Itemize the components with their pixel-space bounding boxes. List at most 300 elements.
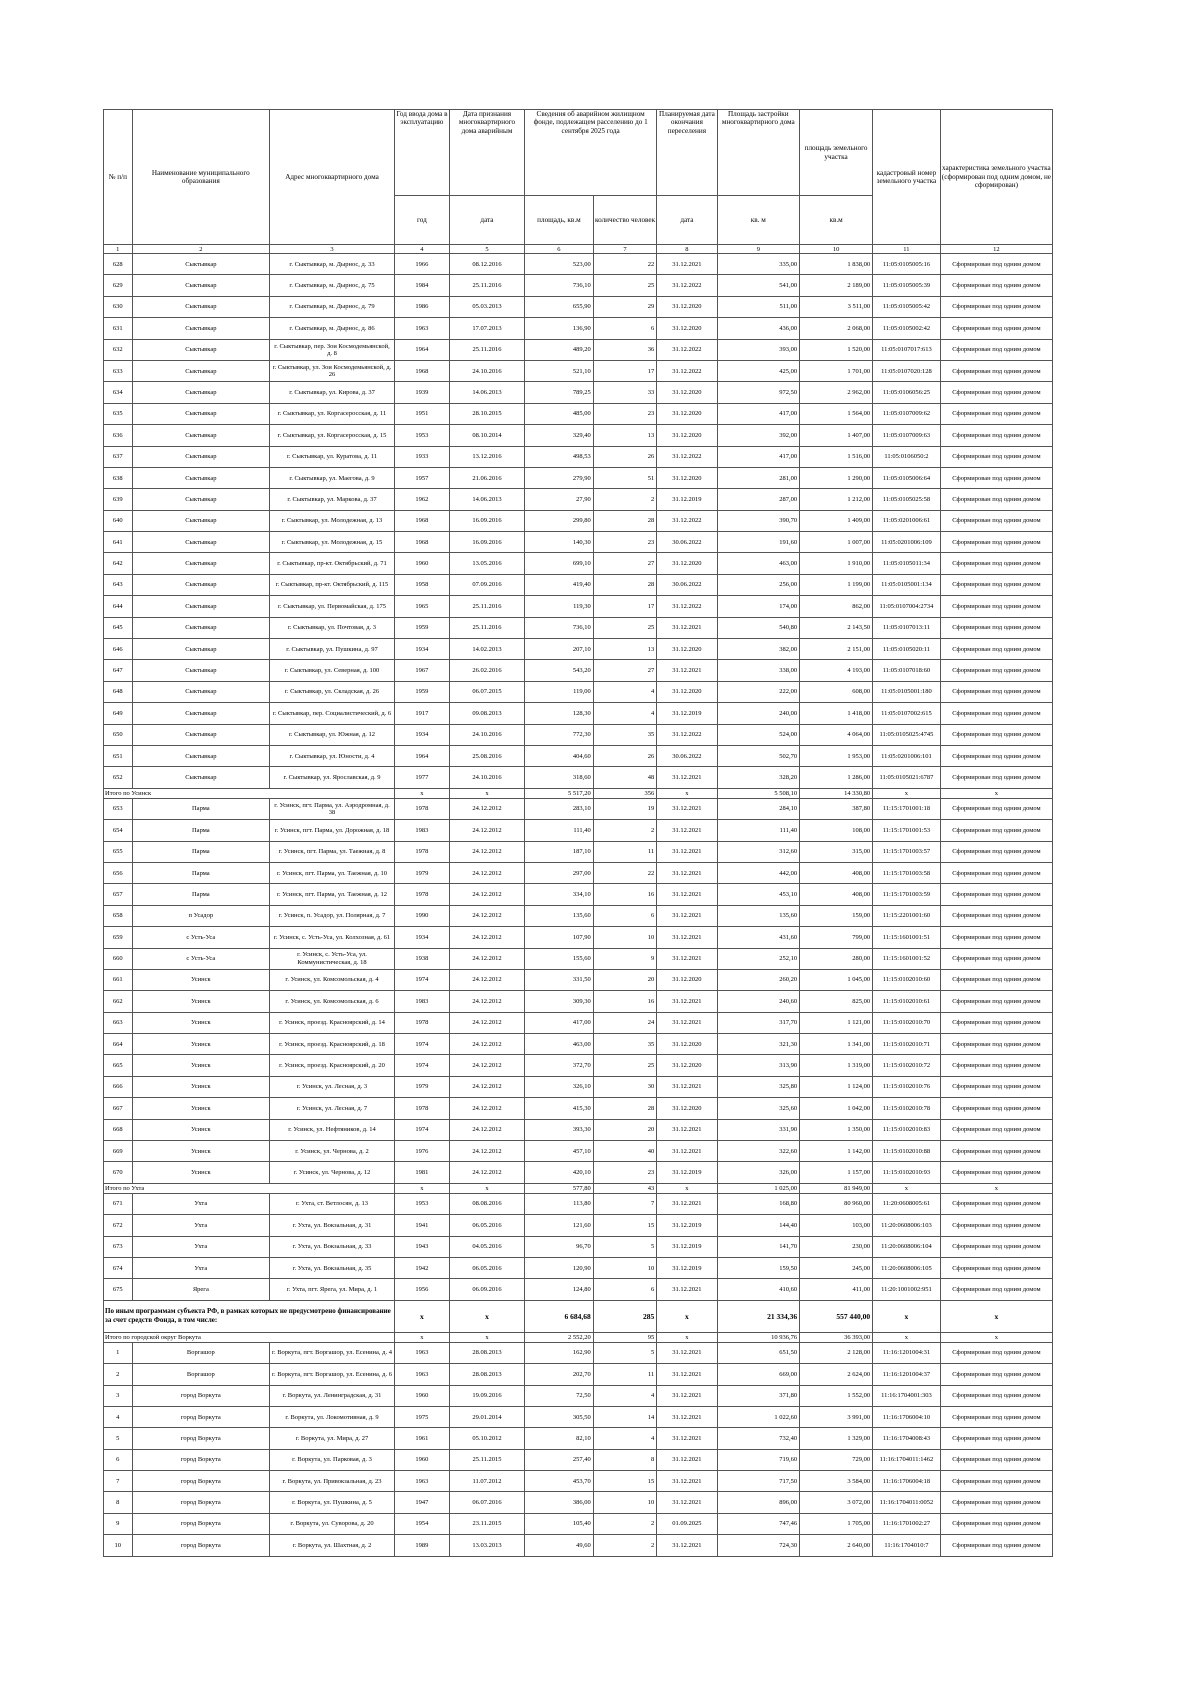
date-cell: 24.12.2012 [449, 969, 524, 990]
people-cell: 14 [593, 1406, 656, 1427]
row-number: 632 [104, 339, 133, 360]
cadastral-cell: х [873, 1300, 941, 1332]
building-area-cell: 651,50 [717, 1342, 800, 1363]
people-cell: 25 [593, 617, 656, 638]
subtotal-label: Итого по городской округ Воркута [104, 1332, 395, 1342]
row-number: 667 [104, 1098, 133, 1119]
people-cell: 28 [593, 510, 656, 531]
year-cell: 1933 [394, 446, 449, 467]
plan-date-cell: 31.12.2021 [657, 1385, 717, 1406]
municipality-cell: Парма [132, 820, 270, 841]
municipality-cell: Сыктывкар [132, 489, 270, 510]
table-row [104, 553, 1053, 574]
plan-date-cell: 31.12.2022 [657, 724, 717, 745]
table-row [104, 841, 1053, 862]
date-cell: 25.11.2015 [449, 1449, 524, 1470]
characteristic-cell: Сформирован под одним домом [940, 596, 1052, 617]
cadastral-cell: 11:05:0105011:34 [873, 553, 941, 574]
cadastral-cell: 11:15:0102010:88 [873, 1141, 941, 1162]
address-cell: г. Воркута, ул. Привокзальная, д. 23 [270, 1471, 395, 1492]
year-cell: 1959 [394, 681, 449, 702]
plan-date-cell: 31.12.2021 [657, 617, 717, 638]
table-row [104, 446, 1053, 467]
area-cell: 202,70 [525, 1364, 594, 1385]
municipality-cell: Сыктывкар [132, 767, 270, 788]
date-cell: 24.12.2012 [449, 862, 524, 883]
characteristic-cell: Сформирован под одним домом [940, 510, 1052, 531]
people-cell: 5 [593, 1342, 656, 1363]
land-area-cell: 825,00 [800, 991, 873, 1012]
characteristic-cell: Сформирован под одним домом [940, 275, 1052, 296]
cadastral-cell: 11:05:0106056:25 [873, 382, 941, 403]
plan-date-cell: 30.06.2022 [657, 532, 717, 553]
row-number: 658 [104, 905, 133, 926]
row-number: 631 [104, 318, 133, 339]
year-cell: 1965 [394, 596, 449, 617]
date-cell: 09.08.2013 [449, 703, 524, 724]
plan-date-cell: 31.12.2021 [657, 820, 717, 841]
housing-table [103, 109, 1053, 1557]
date-cell: 06.07.2016 [449, 1492, 524, 1513]
building-area-cell: 256,00 [717, 574, 800, 595]
table-row [104, 1279, 1053, 1300]
date-cell: 24.12.2012 [449, 841, 524, 862]
cadastral-cell: 11:05:0105002:42 [873, 318, 941, 339]
header-cadastral: кадастровый номер земельного участка [873, 110, 941, 245]
land-area-cell: 1 838,00 [800, 254, 873, 275]
area-cell: 82,10 [525, 1428, 594, 1449]
building-area-cell: 393,00 [717, 339, 800, 360]
municipality-cell: Воргашор [132, 1364, 270, 1385]
characteristic-cell: х [940, 1183, 1052, 1193]
land-area-cell: 14 330,80 [800, 788, 873, 798]
col-number: 2 [132, 245, 270, 254]
land-area-cell: 411,00 [800, 1279, 873, 1300]
building-area-cell: 390,70 [717, 510, 800, 531]
area-cell: 417,00 [525, 1012, 594, 1033]
land-area-cell: 1 042,00 [800, 1098, 873, 1119]
header-num: № п/п [104, 110, 133, 245]
plan-date-cell: 31.12.2019 [657, 1236, 717, 1257]
address-cell: г. Сыктывкар, ул. Маркова, д. 37 [270, 489, 395, 510]
cadastral-cell: 11:16:1201004:37 [873, 1364, 941, 1385]
date-cell: 13.12.2016 [449, 446, 524, 467]
characteristic-cell: Сформирован под одним домом [940, 820, 1052, 841]
land-area-cell: 1 418,00 [800, 703, 873, 724]
subtotal-row [104, 1183, 1053, 1193]
area-cell: 523,00 [525, 254, 594, 275]
row-number: 647 [104, 660, 133, 681]
date-cell: 05.10.2012 [449, 1428, 524, 1449]
people-cell: 22 [593, 862, 656, 883]
municipality-cell: Сыктывкар [132, 403, 270, 424]
year-cell: 1974 [394, 1034, 449, 1055]
year-cell: 1978 [394, 798, 449, 819]
area-cell: 457,10 [525, 1141, 594, 1162]
row-number: 674 [104, 1257, 133, 1278]
municipality-cell: Усинск [132, 1012, 270, 1033]
building-area-cell: 5 508,10 [717, 788, 800, 798]
cadastral-cell: 11:05:0105025:58 [873, 489, 941, 510]
plan-date-cell: 31.12.2021 [657, 660, 717, 681]
year-cell: 1961 [394, 1428, 449, 1449]
municipality-cell: Ухта [132, 1257, 270, 1278]
characteristic-cell: х [940, 788, 1052, 798]
area-cell: 113,80 [525, 1193, 594, 1214]
cadastral-cell: 11:15:0102010:71 [873, 1034, 941, 1055]
municipality-cell: Сыктывкар [132, 724, 270, 745]
col-number: 1 [104, 245, 133, 254]
cadastral-cell: 11:05:0201006:109 [873, 532, 941, 553]
building-area-cell: 502,70 [717, 745, 800, 766]
land-area-cell: 1 286,00 [800, 767, 873, 788]
date-cell: 24.12.2012 [449, 1076, 524, 1097]
municipality-cell: Парма [132, 884, 270, 905]
characteristic-cell: Сформирован под одним домом [940, 1141, 1052, 1162]
land-area-cell: 3 511,00 [800, 296, 873, 317]
year-cell: 1938 [394, 948, 449, 969]
address-cell: г. Воркута, ул. Суворова, д. 20 [270, 1513, 395, 1534]
date-cell: 24.12.2012 [449, 927, 524, 948]
people-cell: 11 [593, 1364, 656, 1385]
municipality-cell: Воргашор [132, 1342, 270, 1363]
cadastral-cell: 11:05:0107004:2734 [873, 596, 941, 617]
table-row [104, 1449, 1053, 1470]
cadastral-cell: 11:15:1701001:18 [873, 798, 941, 819]
characteristic-cell: Сформирован под одним домом [940, 969, 1052, 990]
header-area: Площадь застройки многоквартирного дома [717, 110, 800, 196]
address-cell: г. Сыктывкар, ул. Первомайская, д. 175 [270, 596, 395, 617]
col-number: 9 [717, 245, 800, 254]
address-cell: г. Сыктывкар, ул. Пушкина, д. 97 [270, 639, 395, 660]
plan-date-cell: 31.12.2019 [657, 1215, 717, 1236]
date-cell: 24.12.2012 [449, 1055, 524, 1076]
cadastral-cell: 11:16:1704011:1462 [873, 1449, 941, 1470]
area-cell: 485,00 [525, 403, 594, 424]
row-number: 5 [104, 1428, 133, 1449]
plan-date-cell: 31.12.2019 [657, 489, 717, 510]
date-cell: 23.11.2015 [449, 1513, 524, 1534]
building-area-cell: 431,60 [717, 927, 800, 948]
area-cell: 655,90 [525, 296, 594, 317]
municipality-cell: Сыктывкар [132, 639, 270, 660]
date-cell: 16.09.2016 [449, 532, 524, 553]
area-cell: 299,80 [525, 510, 594, 531]
municipality-cell: город Воркута [132, 1385, 270, 1406]
year-cell: 1963 [394, 1364, 449, 1385]
table-row [104, 639, 1053, 660]
cadastral-cell: 11:05:0105001:180 [873, 681, 941, 702]
row-number: 10 [104, 1535, 133, 1556]
cadastral-cell: 11:16:1704001:303 [873, 1385, 941, 1406]
year-cell: 1975 [394, 1406, 449, 1427]
address-cell: г. Воркута, ул. Пушкина, д. 5 [270, 1492, 395, 1513]
area-cell: 120,90 [525, 1257, 594, 1278]
plan-date-cell: 31.12.2021 [657, 927, 717, 948]
col-number: 3 [270, 245, 395, 254]
cadastral-cell: 11:05:0105021:6787 [873, 767, 941, 788]
area-cell: 136,90 [525, 318, 594, 339]
area-cell: 279,90 [525, 467, 594, 488]
cadastral-cell: 11:15:0102010:61 [873, 991, 941, 1012]
area-cell: 207,10 [525, 639, 594, 660]
subtotal-row [104, 1332, 1053, 1342]
address-cell: г. Усинск, проезд. Красноярский, д. 20 [270, 1055, 395, 1076]
people-cell: 13 [593, 639, 656, 660]
plan-date-cell: 31.12.2021 [657, 991, 717, 1012]
group-total-label: По иным программам субъекта РФ, в рамках которых не предусмотрено финансирование за счет средств Фонда, в том числе: [104, 1300, 395, 1332]
municipality-cell: Сыктывкар [132, 510, 270, 531]
year-cell: 1960 [394, 1449, 449, 1470]
row-number: 665 [104, 1055, 133, 1076]
characteristic-cell: Сформирован под одним домом [940, 1342, 1052, 1363]
characteristic-cell: Сформирован под одним домом [940, 1513, 1052, 1534]
people-cell: 25 [593, 275, 656, 296]
characteristic-cell: Сформирован под одним домом [940, 1215, 1052, 1236]
land-area-cell: 108,00 [800, 820, 873, 841]
land-area-cell: 1 520,00 [800, 339, 873, 360]
plan-date-cell: 31.12.2019 [657, 1162, 717, 1183]
table-row [104, 617, 1053, 638]
land-area-cell: 81 949,00 [800, 1183, 873, 1193]
land-area-cell: 1 121,00 [800, 1012, 873, 1033]
people-cell: 26 [593, 446, 656, 467]
area-cell: 111,40 [525, 820, 594, 841]
plan-date-cell: 31.12.2022 [657, 596, 717, 617]
date-cell: 05.03.2013 [449, 296, 524, 317]
row-number: 1 [104, 1342, 133, 1363]
table-row [104, 1034, 1053, 1055]
table-row [104, 1257, 1053, 1278]
date-cell: 24.10.2016 [449, 724, 524, 745]
sub-people: количество человек [593, 196, 656, 245]
cadastral-cell: 11:05:0105020:11 [873, 639, 941, 660]
table-row [104, 660, 1053, 681]
row-number: 636 [104, 425, 133, 446]
people-cell: 23 [593, 403, 656, 424]
building-area-cell: 313,90 [717, 1055, 800, 1076]
municipality-cell: Усинск [132, 1098, 270, 1119]
people-cell: 10 [593, 1492, 656, 1513]
table-row [104, 574, 1053, 595]
cadastral-cell: 11:15:0102010:70 [873, 1012, 941, 1033]
address-cell: г. Усинск, ул. Лесная, д. 3 [270, 1076, 395, 1097]
table-row [104, 1236, 1053, 1257]
year-cell: 1964 [394, 339, 449, 360]
land-area-cell: 159,00 [800, 905, 873, 926]
people-cell: 2 [593, 1535, 656, 1556]
address-cell: г. Сыктывкар, ул. Коргасеросская, д. 15 [270, 425, 395, 446]
date-cell: 21.06.2016 [449, 467, 524, 488]
municipality-cell: Сыктывкар [132, 617, 270, 638]
characteristic-cell: Сформирован под одним домом [940, 927, 1052, 948]
cadastral-cell: 11:15:1701003:57 [873, 841, 941, 862]
table-row [104, 296, 1053, 317]
year-cell: 1963 [394, 1471, 449, 1492]
characteristic-cell: Сформирован под одним домом [940, 1279, 1052, 1300]
date-cell: 25.08.2016 [449, 745, 524, 766]
people-cell: 28 [593, 574, 656, 595]
building-area-cell: 331,90 [717, 1119, 800, 1140]
people-cell: 29 [593, 296, 656, 317]
building-area-cell: 240,00 [717, 703, 800, 724]
area-cell: 404,60 [525, 745, 594, 766]
cadastral-cell: 11:16:1706004:18 [873, 1471, 941, 1492]
building-area-cell: 338,00 [717, 660, 800, 681]
land-area-cell: 408,00 [800, 884, 873, 905]
plan-date-cell: 31.12.2021 [657, 1193, 717, 1214]
land-area-cell: 1 407,00 [800, 425, 873, 446]
characteristic-cell: Сформирован под одним домом [940, 1385, 1052, 1406]
characteristic-cell: Сформирован под одним домом [940, 1535, 1052, 1556]
date-cell: 13.05.2016 [449, 553, 524, 574]
municipality-cell: город Воркута [132, 1428, 270, 1449]
area-cell: 257,40 [525, 1449, 594, 1470]
col-number: 12 [940, 245, 1052, 254]
land-area-cell: 1 045,00 [800, 969, 873, 990]
building-area-cell: 511,00 [717, 296, 800, 317]
municipality-cell: Усинск [132, 1076, 270, 1097]
plan-date-cell: х [657, 1300, 717, 1332]
land-area-cell: 1 199,00 [800, 574, 873, 595]
land-area-cell: 1 157,00 [800, 1162, 873, 1183]
table-row [104, 798, 1053, 819]
building-area-cell: 260,20 [717, 969, 800, 990]
building-area-cell: 222,00 [717, 681, 800, 702]
area-cell: 498,53 [525, 446, 594, 467]
municipality-cell: Усинск [132, 991, 270, 1012]
characteristic-cell: Сформирован под одним домом [940, 703, 1052, 724]
table-row [104, 1535, 1053, 1556]
cadastral-cell: 11:20:0608006:103 [873, 1215, 941, 1236]
year-cell: 1978 [394, 841, 449, 862]
municipality-cell: Сыктывкар [132, 254, 270, 275]
date-cell: 25.11.2016 [449, 617, 524, 638]
people-cell: 10 [593, 927, 656, 948]
address-cell: г. Ухта, пгт. Ярега, ул. Мира, д. 1 [270, 1279, 395, 1300]
area-cell: 124,80 [525, 1279, 594, 1300]
address-cell: г. Сыктывкар, ул. Куратова, д. 11 [270, 446, 395, 467]
date-cell: 24.12.2012 [449, 1034, 524, 1055]
address-cell: г. Сыктывкар, ул. Складская, д. 26 [270, 681, 395, 702]
characteristic-cell: Сформирован под одним домом [940, 1193, 1052, 1214]
area-cell: 297,00 [525, 862, 594, 883]
table-row [104, 1385, 1053, 1406]
people-cell: 95 [593, 1332, 656, 1342]
characteristic-cell: Сформирован под одним домом [940, 617, 1052, 638]
year-cell: 1951 [394, 403, 449, 424]
year-cell: 1968 [394, 360, 449, 381]
characteristic-cell: х [940, 1332, 1052, 1342]
date-cell: 14.02.2013 [449, 639, 524, 660]
header-info: Сведения об аварийном жилищном фонде, подлежащем расселению до 1 сентября 2025 года [525, 110, 657, 196]
table-row [104, 403, 1053, 424]
people-cell: 22 [593, 254, 656, 275]
building-area-cell: 159,50 [717, 1257, 800, 1278]
row-number: 669 [104, 1141, 133, 1162]
address-cell: г. Усинск, пгт. Парма, ул. Таежная, д. 8 [270, 841, 395, 862]
row-number: 675 [104, 1279, 133, 1300]
people-cell: 15 [593, 1471, 656, 1492]
date-cell: 24.12.2012 [449, 1098, 524, 1119]
row-number: 656 [104, 862, 133, 883]
cadastral-cell: 11:15:0102010:76 [873, 1076, 941, 1097]
year-cell: 1968 [394, 510, 449, 531]
characteristic-cell: Сформирован под одним домом [940, 1162, 1052, 1183]
area-cell: 27,90 [525, 489, 594, 510]
cadastral-cell: 11:15:0102010:78 [873, 1098, 941, 1119]
table-row [104, 724, 1053, 745]
building-area-cell: 417,00 [717, 446, 800, 467]
cadastral-cell: 11:16:1706004:10 [873, 1406, 941, 1427]
table-row [104, 1055, 1053, 1076]
municipality-cell: город Воркута [132, 1492, 270, 1513]
sub-year: год [394, 196, 449, 245]
sub-area: площадь, кв.м [525, 196, 594, 245]
address-cell: г. Усинск, проезд. Красноярский, д. 14 [270, 1012, 395, 1033]
building-area-cell: 191,60 [717, 532, 800, 553]
address-cell: г. Усинск, ул. Чернова, д. 12 [270, 1162, 395, 1183]
row-number: 4 [104, 1406, 133, 1427]
address-cell: г. Усинск, ул. Комсомольская, д. 6 [270, 991, 395, 1012]
year-cell: 1959 [394, 617, 449, 638]
cadastral-cell: 11:20:0608006:105 [873, 1257, 941, 1278]
date-cell: 24.12.2012 [449, 948, 524, 969]
date-cell: 08.12.2016 [449, 254, 524, 275]
people-cell: 5 [593, 1236, 656, 1257]
cadastral-cell: 11:05:0105025:4745 [873, 724, 941, 745]
address-cell: г. Воркута, ул. Ленинградская, д. 31 [270, 1385, 395, 1406]
people-cell: 2 [593, 489, 656, 510]
address-cell: г. Сыктывкар, пер. Зои Космодемьянской, д. 8 [270, 339, 395, 360]
table-row [104, 927, 1053, 948]
building-area-cell: 317,70 [717, 1012, 800, 1033]
building-area-cell: 328,20 [717, 767, 800, 788]
land-area-cell: 2 143,50 [800, 617, 873, 638]
building-area-cell: 463,00 [717, 553, 800, 574]
land-area-cell: 103,00 [800, 1215, 873, 1236]
year-cell: 1960 [394, 1385, 449, 1406]
people-cell: 40 [593, 1141, 656, 1162]
plan-date-cell: 31.12.2020 [657, 639, 717, 660]
address-cell: г. Ухта, ул. Вокзальная, д. 31 [270, 1215, 395, 1236]
people-cell: 4 [593, 1385, 656, 1406]
plan-date-cell: 31.12.2021 [657, 1471, 717, 1492]
cadastral-cell: 11:15:0102010:83 [873, 1119, 941, 1140]
area-cell: 2 552,20 [525, 1332, 594, 1342]
date-cell: 24.12.2012 [449, 1012, 524, 1033]
land-area-cell: 1 910,00 [800, 553, 873, 574]
header-land: площадь земельного участка [800, 110, 873, 196]
date-cell: 08.08.2016 [449, 1193, 524, 1214]
plan-date-cell: 31.12.2021 [657, 948, 717, 969]
land-area-cell: 1 007,00 [800, 532, 873, 553]
municipality-cell: Сыктывкар [132, 360, 270, 381]
people-cell: 16 [593, 884, 656, 905]
plan-date-cell: х [657, 1183, 717, 1193]
table-row [104, 339, 1053, 360]
row-number: 643 [104, 574, 133, 595]
area-cell: 49,60 [525, 1535, 594, 1556]
address-cell: г. Сыктывкар, пер. Социалистический, д. 6 [270, 703, 395, 724]
row-number: 668 [104, 1119, 133, 1140]
building-area-cell: 1 022,60 [717, 1406, 800, 1427]
people-cell: 30 [593, 1076, 656, 1097]
plan-date-cell: 31.12.2021 [657, 1119, 717, 1140]
date-cell: 06.07.2015 [449, 681, 524, 702]
address-cell: г. Сыктывкар, м. Дырнос, д. 33 [270, 254, 395, 275]
building-area-cell: 325,80 [717, 1076, 800, 1097]
